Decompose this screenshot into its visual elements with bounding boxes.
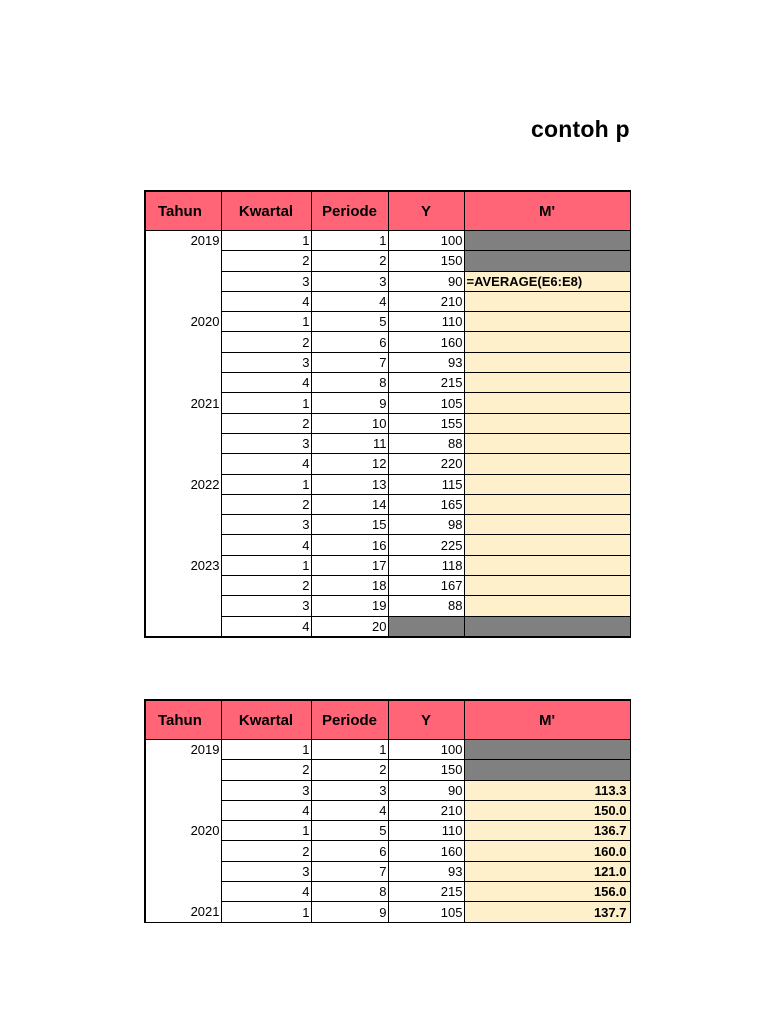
cell-periode[interactable]: 18 bbox=[311, 576, 388, 596]
cell-tahun[interactable] bbox=[145, 535, 221, 555]
table-row bbox=[145, 312, 630, 332]
cell-tahun[interactable] bbox=[145, 576, 221, 596]
cell-tahun[interactable]: 2019 bbox=[145, 740, 221, 760]
table-row bbox=[145, 352, 630, 372]
cell-tahun[interactable] bbox=[145, 271, 221, 291]
cell-periode[interactable]: 2 bbox=[311, 251, 388, 271]
cell-y[interactable]: 210 bbox=[388, 800, 464, 820]
cell-m[interactable] bbox=[464, 515, 630, 535]
cell-tahun[interactable] bbox=[145, 882, 221, 902]
cell-y[interactable] bbox=[388, 616, 464, 637]
cell-tahun[interactable] bbox=[145, 454, 221, 474]
cell-m[interactable] bbox=[464, 576, 630, 596]
cell-kwartal[interactable]: 2 bbox=[221, 760, 311, 780]
table-row bbox=[145, 535, 630, 555]
cell-periode[interactable]: 4 bbox=[311, 291, 388, 311]
cell-m[interactable]: 150.0 bbox=[464, 800, 630, 820]
table-body bbox=[145, 740, 630, 923]
table-row bbox=[145, 596, 630, 616]
cell-m[interactable]: 113.3 bbox=[464, 780, 630, 800]
cell-tahun[interactable] bbox=[145, 291, 221, 311]
cell-m[interactable]: 121.0 bbox=[464, 861, 630, 881]
cell-y[interactable]: 90 bbox=[388, 780, 464, 800]
table-row bbox=[145, 780, 630, 800]
cell-periode[interactable]: 3 bbox=[311, 271, 388, 291]
cell-y[interactable]: 100 bbox=[388, 740, 464, 760]
cell-y[interactable]: 115 bbox=[388, 474, 464, 494]
header-row bbox=[145, 700, 630, 740]
table-row bbox=[145, 555, 630, 575]
table-row bbox=[145, 433, 630, 453]
cell-periode[interactable]: 9 bbox=[311, 902, 388, 922]
cell-y[interactable]: 110 bbox=[388, 312, 464, 332]
cell-tahun[interactable] bbox=[145, 433, 221, 453]
cell-tahun[interactable]: 2019 bbox=[145, 231, 221, 251]
cell-m[interactable] bbox=[464, 373, 630, 393]
cell-y[interactable]: 105 bbox=[388, 902, 464, 922]
cell-m[interactable] bbox=[464, 474, 630, 494]
cell-m[interactable] bbox=[464, 740, 630, 760]
table-row bbox=[145, 393, 630, 413]
cell-m[interactable] bbox=[464, 291, 630, 311]
cell-periode[interactable]: 11 bbox=[311, 433, 388, 453]
cell-kwartal[interactable]: 4 bbox=[221, 373, 311, 393]
cell-m[interactable]: 136.7 bbox=[464, 821, 630, 841]
cell-kwartal[interactable]: 2 bbox=[221, 251, 311, 271]
cell-y[interactable]: 93 bbox=[388, 861, 464, 881]
cell-tahun[interactable] bbox=[145, 515, 221, 535]
cell-m[interactable] bbox=[464, 352, 630, 372]
cell-tahun[interactable] bbox=[145, 352, 221, 372]
cell-tahun[interactable]: 2020 bbox=[145, 312, 221, 332]
cell-tahun[interactable] bbox=[145, 251, 221, 271]
header-y[interactable]: Y bbox=[388, 191, 464, 231]
cell-m[interactable] bbox=[464, 332, 630, 352]
cell-kwartal[interactable]: 4 bbox=[221, 291, 311, 311]
cell-periode[interactable]: 16 bbox=[311, 535, 388, 555]
cell-periode[interactable]: 14 bbox=[311, 494, 388, 514]
cell-m[interactable] bbox=[464, 433, 630, 453]
table-row bbox=[145, 576, 630, 596]
header-tahun[interactable]: Tahun bbox=[145, 191, 221, 231]
table-row bbox=[145, 616, 630, 637]
cell-kwartal[interactable]: 4 bbox=[221, 800, 311, 820]
cell-m[interactable] bbox=[464, 616, 630, 637]
table-row bbox=[145, 271, 630, 291]
cell-periode[interactable]: 1 bbox=[311, 740, 388, 760]
cell-periode[interactable]: 8 bbox=[311, 373, 388, 393]
cell-kwartal[interactable]: 3 bbox=[221, 352, 311, 372]
cell-m[interactable] bbox=[464, 231, 630, 251]
moving-average-result-table bbox=[144, 699, 631, 923]
cell-m[interactable] bbox=[464, 760, 630, 780]
cell-periode[interactable]: 5 bbox=[311, 821, 388, 841]
cell-tahun[interactable] bbox=[145, 841, 221, 861]
cell-kwartal[interactable]: 2 bbox=[221, 841, 311, 861]
cell-tahun[interactable]: 2023 bbox=[145, 555, 221, 575]
cell-kwartal[interactable]: 2 bbox=[221, 332, 311, 352]
cell-periode[interactable]: 7 bbox=[311, 352, 388, 372]
table-row bbox=[145, 800, 630, 820]
cell-kwartal[interactable]: 2 bbox=[221, 576, 311, 596]
moving-average-formula-table bbox=[144, 190, 631, 638]
page-title: contoh p bbox=[531, 116, 630, 142]
cell-tahun[interactable] bbox=[145, 616, 221, 637]
table-body bbox=[145, 231, 630, 637]
cell-tahun[interactable] bbox=[145, 332, 221, 352]
cell-tahun[interactable]: 2021 bbox=[145, 902, 221, 922]
cell-kwartal[interactable]: 1 bbox=[221, 555, 311, 575]
cell-m[interactable]: 160.0 bbox=[464, 841, 630, 861]
cell-periode[interactable]: 12 bbox=[311, 454, 388, 474]
cell-kwartal[interactable]: 1 bbox=[221, 231, 311, 251]
cell-y[interactable]: 105 bbox=[388, 393, 464, 413]
header-periode[interactable]: Periode bbox=[311, 700, 388, 740]
table-row bbox=[145, 902, 630, 922]
cell-kwartal[interactable]: 1 bbox=[221, 312, 311, 332]
cell-y[interactable]: 215 bbox=[388, 882, 464, 902]
cell-kwartal[interactable]: 1 bbox=[221, 902, 311, 922]
cell-m[interactable]: 137.7 bbox=[464, 902, 630, 922]
cell-periode[interactable]: 13 bbox=[311, 474, 388, 494]
cell-periode[interactable]: 17 bbox=[311, 555, 388, 575]
cell-m[interactable] bbox=[464, 454, 630, 474]
table-row bbox=[145, 454, 630, 474]
cell-y[interactable]: 210 bbox=[388, 291, 464, 311]
table-row bbox=[145, 291, 630, 311]
table-row bbox=[145, 841, 630, 861]
header-m[interactable]: M' bbox=[464, 700, 630, 740]
cell-periode[interactable]: 20 bbox=[311, 616, 388, 637]
header-periode[interactable]: Periode bbox=[311, 191, 388, 231]
cell-y[interactable]: 98 bbox=[388, 515, 464, 535]
cell-m[interactable] bbox=[464, 535, 630, 555]
table-row bbox=[145, 332, 630, 352]
cell-kwartal[interactable]: 1 bbox=[221, 821, 311, 841]
cell-periode[interactable]: 8 bbox=[311, 882, 388, 902]
table-row bbox=[145, 861, 630, 881]
cell-kwartal[interactable]: 2 bbox=[221, 413, 311, 433]
cell-periode[interactable]: 9 bbox=[311, 393, 388, 413]
cell-periode[interactable]: 4 bbox=[311, 800, 388, 820]
cell-tahun[interactable] bbox=[145, 494, 221, 514]
cell-m[interactable]: =AVERAGE(E6:E8) bbox=[464, 271, 630, 291]
cell-y[interactable]: 88 bbox=[388, 433, 464, 453]
cell-y[interactable]: 93 bbox=[388, 352, 464, 372]
cell-kwartal[interactable]: 3 bbox=[221, 780, 311, 800]
cell-kwartal[interactable]: 4 bbox=[221, 454, 311, 474]
cell-kwartal[interactable]: 3 bbox=[221, 515, 311, 535]
cell-periode[interactable]: 7 bbox=[311, 861, 388, 881]
cell-y[interactable]: 225 bbox=[388, 535, 464, 555]
cell-kwartal[interactable]: 1 bbox=[221, 474, 311, 494]
cell-kwartal[interactable]: 4 bbox=[221, 882, 311, 902]
cell-tahun[interactable]: 2021 bbox=[145, 393, 221, 413]
table-row bbox=[145, 474, 630, 494]
table-row bbox=[145, 494, 630, 514]
cell-periode[interactable]: 2 bbox=[311, 760, 388, 780]
cell-periode[interactable]: 10 bbox=[311, 413, 388, 433]
cell-y[interactable]: 110 bbox=[388, 821, 464, 841]
table-row bbox=[145, 413, 630, 433]
cell-y[interactable]: 90 bbox=[388, 271, 464, 291]
cell-kwartal[interactable]: 2 bbox=[221, 494, 311, 514]
cell-m[interactable] bbox=[464, 494, 630, 514]
cell-tahun[interactable] bbox=[145, 596, 221, 616]
table-row bbox=[145, 740, 630, 760]
cell-y[interactable]: 160 bbox=[388, 841, 464, 861]
header-tahun[interactable]: Tahun bbox=[145, 700, 221, 740]
cell-m[interactable] bbox=[464, 555, 630, 575]
cell-periode[interactable]: 19 bbox=[311, 596, 388, 616]
cell-kwartal[interactable]: 3 bbox=[221, 271, 311, 291]
cell-y[interactable]: 118 bbox=[388, 555, 464, 575]
cell-y[interactable]: 160 bbox=[388, 332, 464, 352]
cell-tahun[interactable] bbox=[145, 413, 221, 433]
cell-y[interactable]: 88 bbox=[388, 596, 464, 616]
cell-periode[interactable]: 3 bbox=[311, 780, 388, 800]
header-y[interactable]: Y bbox=[388, 700, 464, 740]
cell-tahun[interactable] bbox=[145, 780, 221, 800]
cell-kwartal[interactable]: 4 bbox=[221, 616, 311, 637]
cell-y[interactable]: 215 bbox=[388, 373, 464, 393]
table-row bbox=[145, 251, 630, 271]
cell-kwartal[interactable]: 1 bbox=[221, 740, 311, 760]
cell-periode[interactable]: 5 bbox=[311, 312, 388, 332]
cell-m[interactable]: 156.0 bbox=[464, 882, 630, 902]
cell-y[interactable]: 155 bbox=[388, 413, 464, 433]
table-row bbox=[145, 373, 630, 393]
cell-tahun[interactable] bbox=[145, 760, 221, 780]
cell-y[interactable]: 100 bbox=[388, 231, 464, 251]
header-kwartal[interactable]: Kwartal bbox=[221, 191, 311, 231]
cell-y[interactable]: 165 bbox=[388, 494, 464, 514]
cell-periode[interactable]: 15 bbox=[311, 515, 388, 535]
cell-tahun[interactable]: 2020 bbox=[145, 821, 221, 841]
cell-tahun[interactable] bbox=[145, 861, 221, 881]
table-row bbox=[145, 515, 630, 535]
cell-tahun[interactable] bbox=[145, 800, 221, 820]
table-row bbox=[145, 882, 630, 902]
header-row bbox=[145, 191, 630, 231]
cell-m[interactable] bbox=[464, 251, 630, 271]
cell-y[interactable]: 150 bbox=[388, 760, 464, 780]
cell-m[interactable] bbox=[464, 393, 630, 413]
cell-m[interactable] bbox=[464, 413, 630, 433]
cell-periode[interactable]: 6 bbox=[311, 332, 388, 352]
cell-m[interactable] bbox=[464, 596, 630, 616]
cell-kwartal[interactable]: 3 bbox=[221, 596, 311, 616]
header-m[interactable]: M' bbox=[464, 191, 630, 231]
cell-y[interactable]: 150 bbox=[388, 251, 464, 271]
cell-kwartal[interactable]: 4 bbox=[221, 535, 311, 555]
cell-periode[interactable]: 1 bbox=[311, 231, 388, 251]
header-kwartal[interactable]: Kwartal bbox=[221, 700, 311, 740]
cell-tahun[interactable] bbox=[145, 373, 221, 393]
cell-tahun[interactable]: 2022 bbox=[145, 474, 221, 494]
cell-kwartal[interactable]: 1 bbox=[221, 393, 311, 413]
cell-m[interactable] bbox=[464, 312, 630, 332]
table-row bbox=[145, 760, 630, 780]
cell-kwartal[interactable]: 3 bbox=[221, 861, 311, 881]
cell-y[interactable]: 220 bbox=[388, 454, 464, 474]
cell-kwartal[interactable]: 3 bbox=[221, 433, 311, 453]
cell-periode[interactable]: 6 bbox=[311, 841, 388, 861]
table-row bbox=[145, 231, 630, 251]
cell-y[interactable]: 167 bbox=[388, 576, 464, 596]
table-row bbox=[145, 821, 630, 841]
